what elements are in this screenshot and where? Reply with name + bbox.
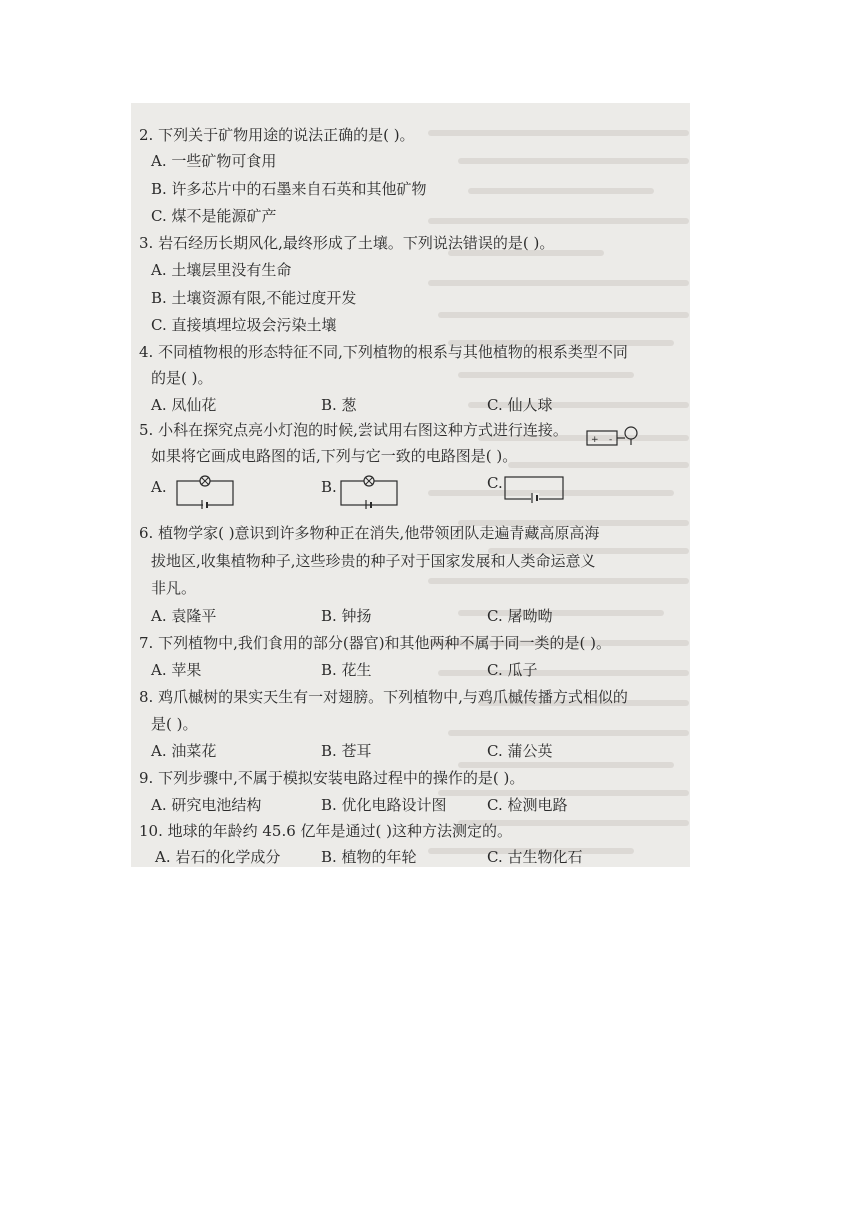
question-7-option-a: A. 苹果	[151, 661, 202, 679]
circuit-diagram-a	[175, 475, 237, 509]
circuit-diagram-c	[503, 473, 567, 503]
question-10-option-a: A. 岩石的化学成分	[155, 848, 281, 866]
question-9-option-a: A. 研究电池结构	[151, 796, 262, 814]
question-8-option-a: A. 油菜花	[151, 742, 217, 760]
question-2-option-a: A. 一些矿物可食用	[151, 152, 277, 170]
question-5-stem-continued: 如果将它画成电路图的话,下列与它一致的电路图是( )。	[151, 447, 518, 465]
svg-text:-: -	[609, 435, 613, 445]
question-10-option-c: C. 古生物化石	[487, 848, 583, 866]
question-4-stem-continued: 的是( )。	[151, 369, 213, 387]
question-2-option-c: C. 煤不是能源矿产	[151, 207, 277, 225]
question-9-stem: 9. 下列步骤中,不属于模拟安装电路过程中的操作的是( )。	[139, 769, 525, 787]
question-6-stem: 6. 植物学家( )意识到许多物种正在消失,他带领团队走遍青藏高原高海	[139, 524, 600, 542]
question-4-option-a: A. 凤仙花	[151, 396, 217, 414]
question-3-option-a: A. 土壤层里没有生命	[151, 261, 292, 279]
question-10-stem: 10. 地球的年龄约 45.6 亿年是通过( )这种方法测定的。	[139, 822, 513, 840]
question-4-stem: 4. 不同植物根的形态特征不同,下列植物的根系与其他植物的根系类型不同	[139, 343, 628, 361]
question-9-option-b: B. 优化电路设计图	[321, 796, 447, 814]
question-7-stem: 7. 下列植物中,我们食用的部分(器官)和其他两种不属于同一类的是( )。	[139, 634, 612, 652]
question-7-option-c: C. 瓜子	[487, 661, 538, 679]
battery-bulb-illustration	[583, 423, 643, 449]
question-2-stem: 2. 下列关于矿物用途的说法正确的是( )。	[139, 126, 415, 144]
question-10-option-b: B. 植物的年轮	[321, 848, 417, 866]
question-7-option-b: B. 花生	[321, 661, 372, 679]
question-8-stem-continued: 是( )。	[151, 715, 198, 733]
question-5-option-c: C.	[487, 474, 503, 492]
question-5-option-b: B.	[321, 478, 337, 496]
circuit-diagram-b	[339, 475, 401, 509]
question-5-stem: 5. 小科在探究点亮小灯泡的时候,尝试用右图这种方式进行连接。	[139, 421, 568, 439]
question-6-stem-continued-2: 非凡。	[151, 579, 197, 597]
question-3-stem: 3. 岩石经历长期风化,最终形成了土壤。下列说法错误的是( )。	[139, 234, 555, 252]
svg-text:+: +	[591, 435, 599, 445]
question-6-option-c: C. 屠呦呦	[487, 607, 553, 625]
question-3-option-c: C. 直接填埋垃圾会污染土壤	[151, 316, 337, 334]
question-4-option-b: B. 葱	[321, 396, 357, 414]
question-6-option-a: A. 袁隆平	[151, 607, 217, 625]
question-8-stem: 8. 鸡爪槭树的果实天生有一对翅膀。下列植物中,与鸡爪槭传播方式相似的	[139, 688, 628, 706]
question-3-option-b: B. 土壤资源有限,不能过度开发	[151, 289, 357, 307]
question-9-option-c: C. 检测电路	[487, 796, 568, 814]
question-4-option-c: C. 仙人球	[487, 396, 553, 414]
question-8-option-b: B. 苍耳	[321, 742, 372, 760]
scanned-page	[131, 103, 690, 867]
question-8-option-c: C. 蒲公英	[487, 742, 553, 760]
question-2-option-b: B. 许多芯片中的石墨来自石英和其他矿物	[151, 180, 427, 198]
question-5-option-a: A.	[151, 478, 167, 496]
question-6-stem-continued: 拔地区,收集植物种子,这些珍贵的种子对于国家发展和人类命运意义	[151, 552, 596, 570]
question-6-option-b: B. 钟扬	[321, 607, 372, 625]
